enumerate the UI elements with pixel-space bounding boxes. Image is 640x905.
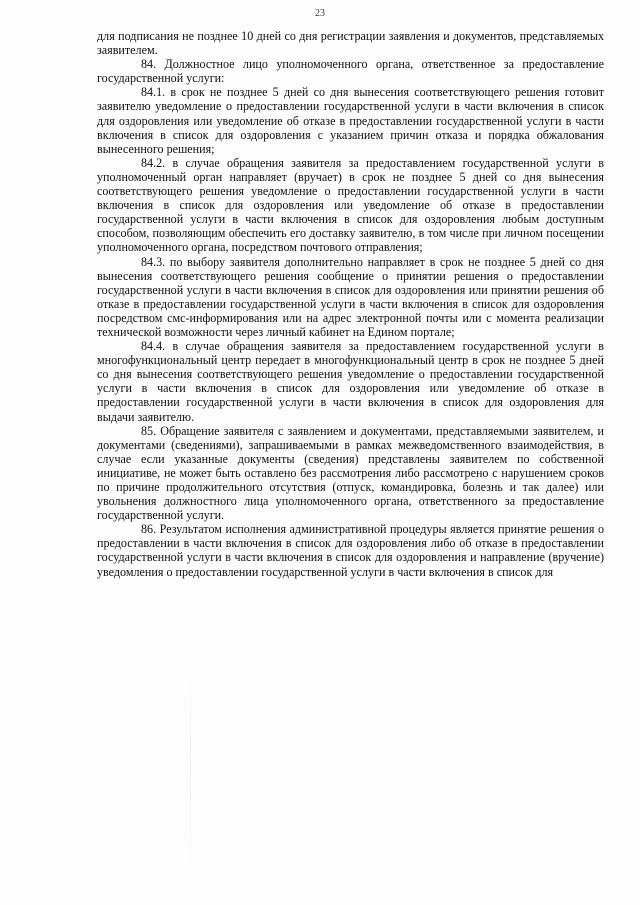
document-body: [97, 29, 604, 579]
scan-artifact: [190, 660, 191, 880]
paragraph-continuation: для подписания не позднее 10 дней со дня регистрации заявления и документов, представляемых заявителем.: [97, 29, 604, 58]
paragraph-84-4: 84.4. в случае обращения заявителя за предоставлением государственной услуги в многофункциональный центр передает в многофункциональный центр в срок не позднее 5 дней со дня вынесения соответствующего решения уведомление о предоставлении государственной услуги в части включения в список для оздоровления или уведомление об отказе в предоставлении государственной услуги в части включения в список для оздоровления для выдачи заявителю.: [97, 339, 604, 424]
paragraph-84-3: 84.3. по выбору заявителя дополнительно направляет в срок не позднее 5 дней со дня вынесения соответствующего решения сообщение о принятии решения о предоставлении государственной услуги в части включения в список для оздоровления или принятии решения об отказе в предоставлении государственной услуги в части включения в список для оздоровления посредством смс-информирования или на адрес электронной почты или с момента реализации технической возможности через личный кабинет на Едином портале;: [97, 254, 604, 339]
paragraph-86: 86. Результатом исполнения административной процедуры является принятие решения о предоставлении в части включения в список для оздоровления либо об отказе в предоставлении государственной услуги в части включения в список для оздоровления и направление (вручение) уведомления о предоставлении государственной услуги в части включения в список для: [97, 522, 604, 579]
paragraph-85: 85. Обращение заявителя с заявлением и документами, представляемыми заявителем, и документами (сведениями), запрашиваемыми в рамках межведомственного взаимодействия, в случае если указанные документы (сведения) представлены заявителем по собственной инициативе, не может быть оставлено без рассмотрения либо рассмотрено с нарушением сроков по причине продолжительного отсутствия (отпуск, командировка, болезнь и так далее) или увольнения должностного лица уполномоченного органа, ответственного за предоставление государственной услуги.: [97, 423, 604, 523]
page-number: 23: [315, 8, 325, 19]
paragraph-84: 84. Должностное лицо уполномоченного органа, ответственное за предоставление государственной услуги:: [97, 57, 604, 86]
paragraph-84-2: 84.2. в случае обращения заявителя за предоставлением государственной услуги в уполномоченный орган направляет (вручает) в срок не позднее 5 дней со дня вынесения соответствующего решения уведомление о предоставлении государственной услуги в части включения в список для оздоровления или уведомление об отказе в предоставлении государственной услуги в части включения в список для оздоровления любым доступным способом, позволяющим обеспечить его доставку заявителю, в том числе при личном посещении уполномоченного органа, посредством почтового отправления;: [97, 155, 604, 255]
paragraph-84-1: 84.1. в срок не позднее 5 дней со дня вынесения соответствующего решения готовит заявителю уведомление о предоставлении государственной услуги в части включения в список для оздоровления или уведомление об отказе в предоставлении государственной услуги в части включения в список для оздоровления с указанием причин отказа и порядка обжалования вынесенного решения;: [97, 85, 604, 156]
